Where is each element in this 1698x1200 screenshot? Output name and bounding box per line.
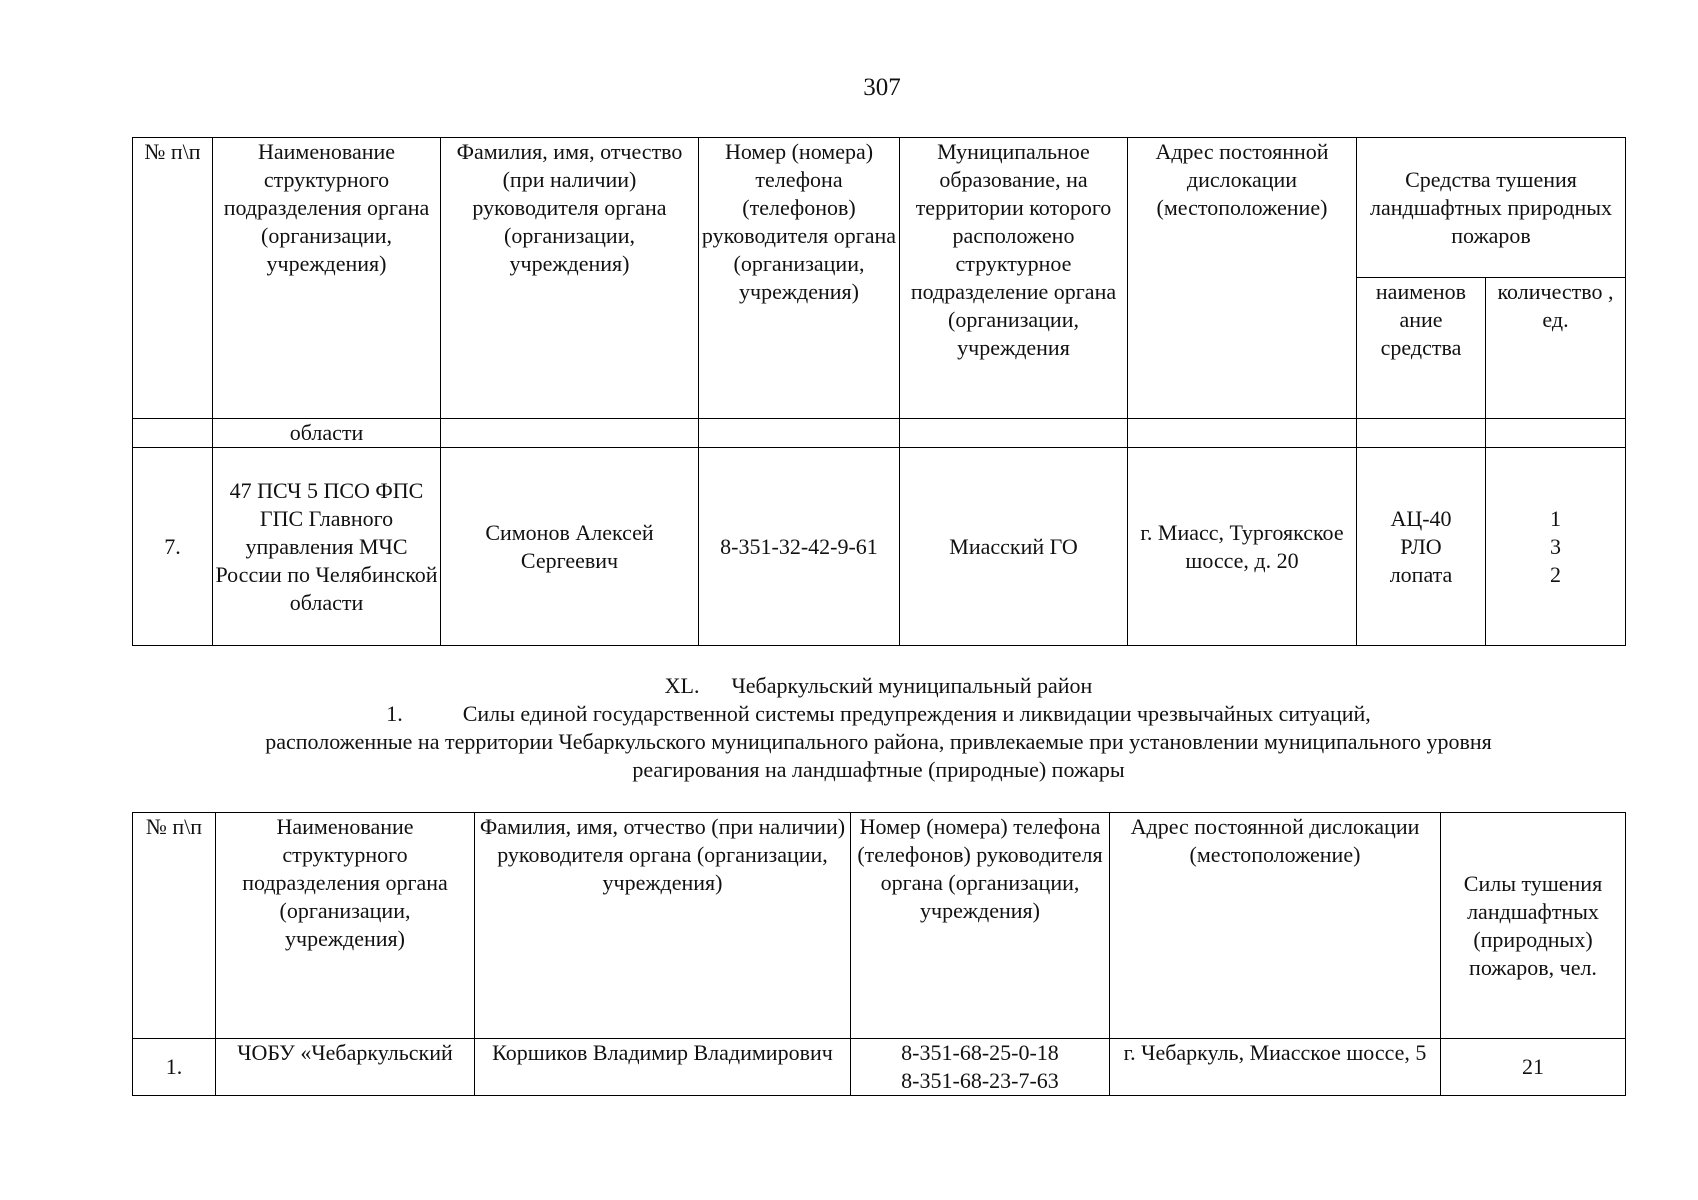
subsection-num: 1. [386, 701, 403, 726]
page-number: 307 [863, 74, 901, 101]
header-num: № п\п [133, 138, 213, 419]
header-forces: Силы тушения ландшафтных (природных) пожаров, чел. [1441, 813, 1626, 1039]
header-head: Фамилия, имя, отчество (при наличии) руководителя органа (организации, учреждения) [475, 813, 851, 1039]
header-means-group: Средства тушения ландшафтных природных пожаров [1357, 138, 1626, 278]
header-phone: Номер (номера) телефона (телефонов) руководителя органа (организации, учреждения) [851, 813, 1110, 1039]
section-name: Чебаркульский муниципальный район [731, 673, 1093, 698]
row-forces: 21 [1441, 1039, 1626, 1096]
row-unit: ЧОБУ «Чебаркульский [216, 1039, 475, 1096]
header-num: № п\п [133, 813, 216, 1039]
row-head: Симонов Алексей Сергеевич [441, 448, 699, 646]
section-title [132, 672, 1625, 700]
row-means-name: АЦ-40 РЛО лопата [1357, 448, 1486, 646]
row-unit: 47 ПСЧ 5 ПСО ФПС ГПС Главного управления МЧС России по Челябинской области [213, 448, 441, 646]
table-row [133, 419, 1626, 448]
table2-header-row [133, 813, 1626, 1039]
subsection-line-2: расположенные на территории Чебаркульского муниципального района, привлекаемые при установлении муниципального уровня [265, 729, 1492, 754]
header-means-name: наименов ание средства [1357, 278, 1486, 419]
subsection-line-1 [132, 700, 1625, 728]
header-address: Адрес постоянной дислокации (местоположение) [1128, 138, 1357, 419]
row-num: 7. [133, 448, 213, 646]
table-row [133, 1039, 1626, 1096]
subsection-text-1: Силы единой государственной системы предупреждения и ликвидации чрезвычайных ситуаций, [462, 701, 1371, 726]
row-address: г. Чебаркуль, Миасское шоссе, 5 [1110, 1039, 1441, 1096]
forces-table-1 [132, 137, 1626, 646]
row-head: Коршиков Владимир Владимирович [475, 1039, 851, 1096]
row-address: г. Миасс, Тургоякское шоссе, д. 20 [1128, 448, 1357, 646]
header-address: Адрес постоянной дислокации (местоположение) [1110, 813, 1441, 1039]
section-roman: XL. [664, 673, 700, 698]
forces-table-2 [132, 812, 1626, 1096]
header-phone: Номер (номера) телефона (телефонов) руководителя органа (организации, учреждения) [699, 138, 900, 419]
table1-header-row [133, 138, 1626, 278]
header-unit: Наименование структурного подразделения органа (организации, учреждения) [213, 138, 441, 419]
cont-unit: области [213, 419, 441, 448]
row-phone: 8-351-68-25-0-18 8-351-68-23-7-63 [851, 1039, 1110, 1096]
row-num: 1. [133, 1039, 216, 1096]
header-municipality: Муниципальное образование, на территории которого расположено структурное подразделение органа (организации, учреждения [900, 138, 1128, 419]
row-municipality: Миасский ГО [900, 448, 1128, 646]
row-means-qty: 1 3 2 [1486, 448, 1626, 646]
header-head: Фамилия, имя, отчество (при наличии) руководителя органа (организации, учреждения) [441, 138, 699, 419]
header-unit: Наименование структурного подразделения органа (организации, учреждения) [216, 813, 475, 1039]
row-phone: 8-351-32-42-9-61 [699, 448, 900, 646]
table-row [133, 448, 1626, 646]
header-means-qty: количество , ед. [1486, 278, 1626, 419]
subsection-line-3: реагирования на ландшафтные (природные) пожары [632, 757, 1125, 782]
